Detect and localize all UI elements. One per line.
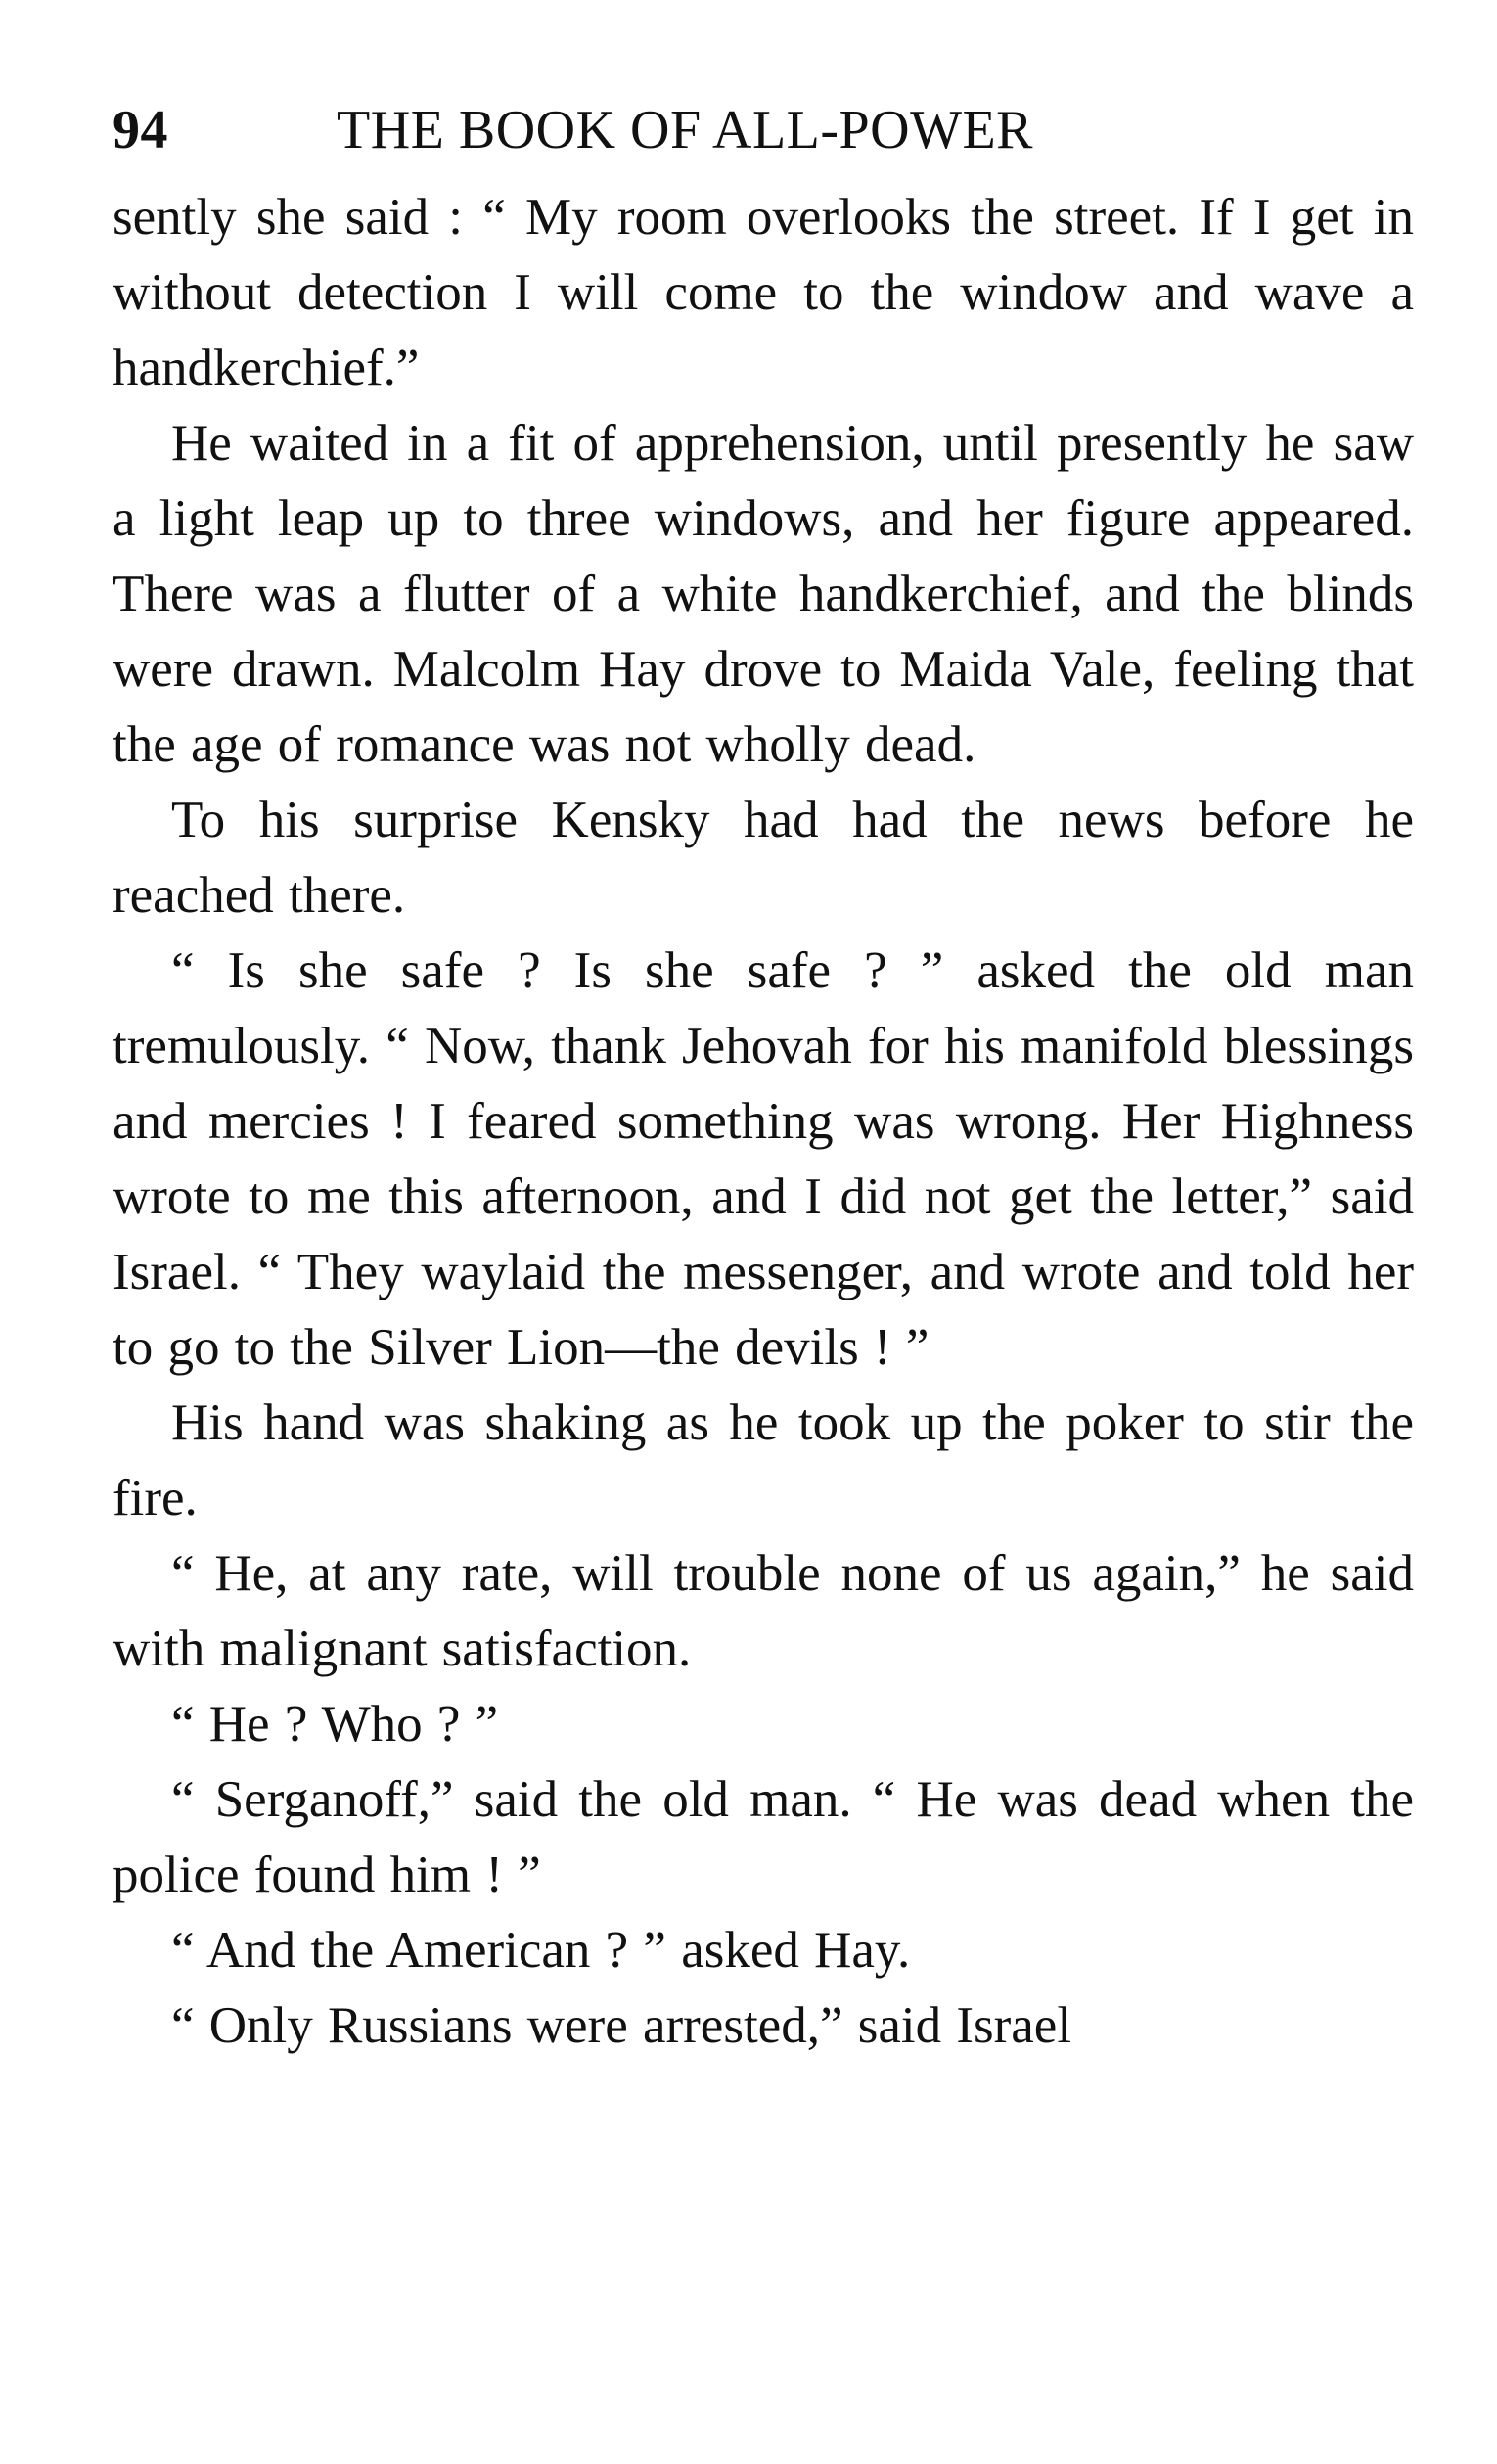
body-text	[113, 180, 1414, 2064]
paragraph-7: “ He ? Who ? ”	[171, 1696, 499, 1753]
paragraph-4: “ Is she safe ? Is she safe ? ” asked the old man tremulously. “ Now, thank Jehovah for his manifold blessings and mercies ! I feared something was wrong. Her Highness wrote to me this afternoon, and I did not get the letter,” said Israel. “ They waylaid the messenger, and wrote and told her to go to the Silver Lion—the devils ! ”	[113, 942, 1414, 1376]
paragraph-1: sently she said : “ My room overlooks the street. If I get in without detection I will come to the window and wave a handkerchief.”	[113, 189, 1414, 396]
paragraph-5: His hand was shaking as he took up the poker to stir the fire.	[113, 1394, 1414, 1527]
paragraph-6: “ He, at any rate, will trouble none of us again,” he said with malignant satisfaction.	[113, 1545, 1414, 1677]
paragraph-10: “ Only Russians were arrested,” said Israel	[171, 1997, 1072, 2054]
book-page	[113, 86, 1414, 2064]
running-head	[113, 86, 1414, 174]
book-title: THE BOOK OF ALL-POWER	[337, 100, 1034, 160]
paragraph-3: To his surprise Kensky had had the news before he reached there.	[113, 792, 1414, 924]
page-number: 94	[113, 100, 168, 160]
paragraph-9: “ And the American ? ” asked Hay.	[171, 1922, 911, 1979]
paragraph-8: “ Serganoff,” said the old man. “ He was dead when the police found him ! ”	[113, 1771, 1414, 1903]
paragraph-2: He waited in a fit of apprehension, until presently he saw a light leap up to three windows, and her figure appeared. There was a flutter of a white handkerchief, and the blinds were drawn. Malcolm Hay drove to Maida Vale, feeling that the age of romance was not wholly dead.	[113, 415, 1414, 773]
